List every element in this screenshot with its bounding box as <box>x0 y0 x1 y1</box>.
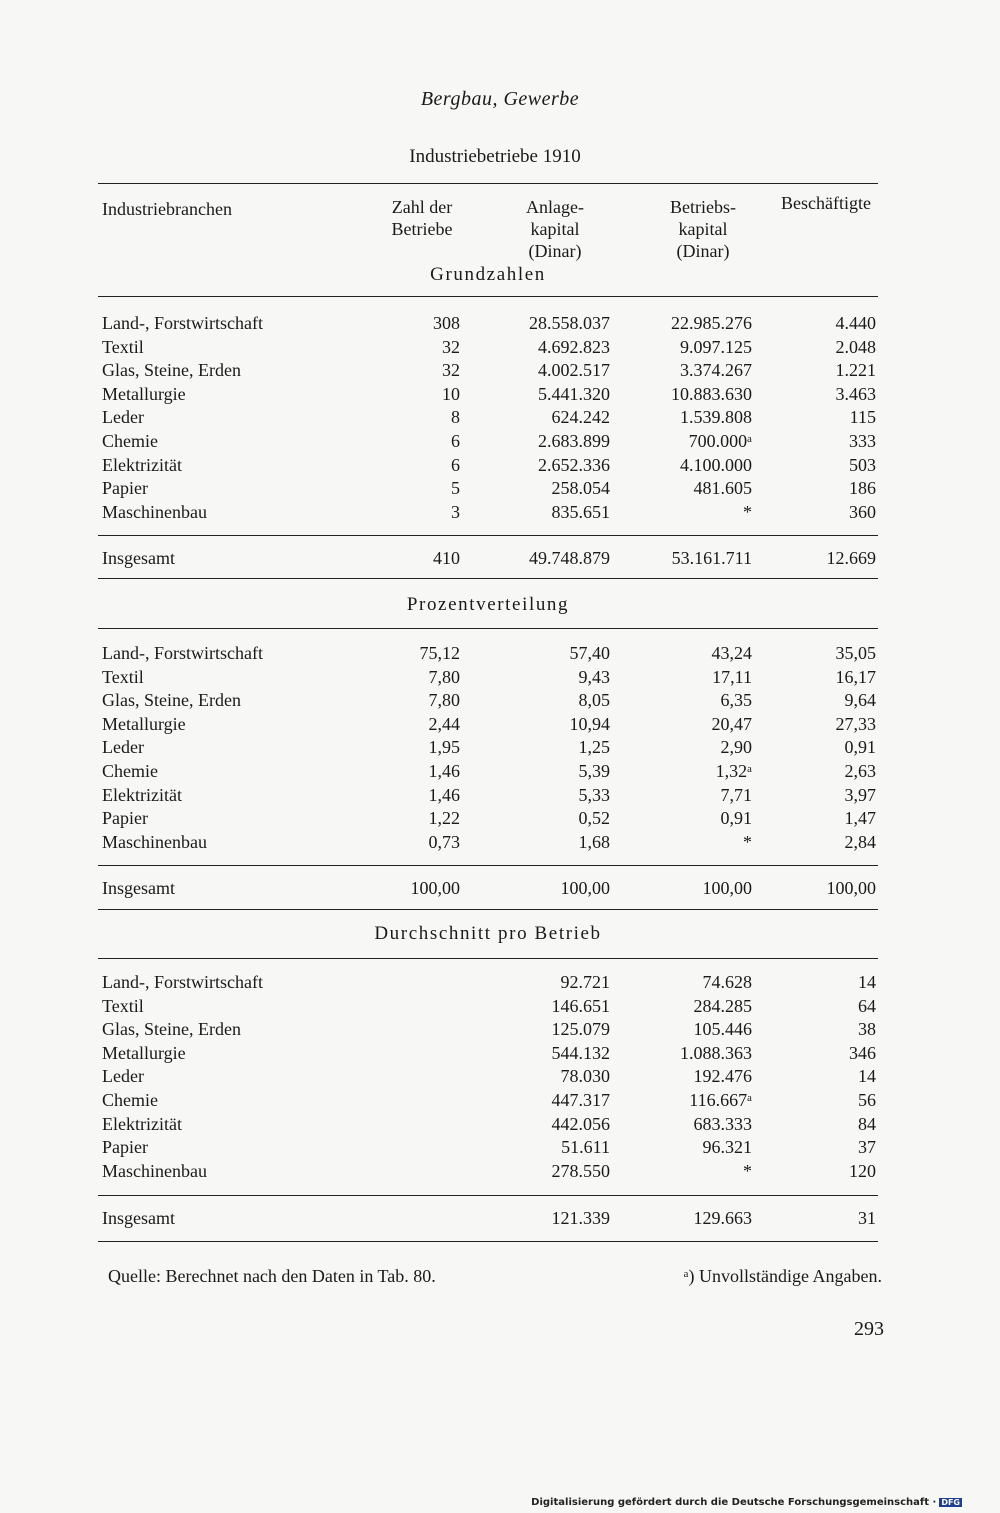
table-row <box>0 690 1000 714</box>
table-row <box>0 384 1000 408</box>
cell-anlagekapital: 5,33 <box>578 785 610 805</box>
section-label: Grundzahlen <box>430 264 546 285</box>
cell-anlagekapital: 121.339 <box>551 1208 610 1228</box>
cell-betriebe: 8 <box>451 407 460 427</box>
cell-beschaeftigte: 2.048 <box>835 337 876 357</box>
cell-branch: Insgesamt <box>102 548 175 568</box>
page-number: 293 <box>854 1318 884 1340</box>
cell-betriebe: 2,44 <box>428 714 460 734</box>
cell-betriebskapital: 1.539.808 <box>680 407 752 427</box>
cell-anlagekapital: 835.651 <box>551 502 610 522</box>
table-row <box>0 407 1000 431</box>
cell-beschaeftigte: 100,00 <box>826 878 876 898</box>
cell-beschaeftigte: 35,05 <box>835 643 876 663</box>
section-rule <box>98 628 878 629</box>
header-line: kapital <box>678 219 728 239</box>
cell-anlagekapital: 57,40 <box>569 643 610 663</box>
cell-beschaeftigte: 14 <box>858 972 876 992</box>
cell-beschaeftigte: 12.669 <box>826 548 876 568</box>
cell-anlagekapital: 2.652.336 <box>538 455 610 475</box>
cell-beschaeftigte: 3,97 <box>844 785 876 805</box>
section-end-rule <box>98 578 878 579</box>
section-rule <box>98 296 878 297</box>
cell-betriebe: 410 <box>433 548 460 568</box>
cell-anlagekapital: 125.079 <box>551 1019 610 1039</box>
cell-betriebe: 1,22 <box>428 808 460 828</box>
cell-betriebskapital: 74.628 <box>702 972 752 992</box>
total-rule <box>98 1195 878 1196</box>
cell-betriebe: 5 <box>451 478 460 498</box>
table-row <box>0 431 1000 455</box>
table-row <box>0 832 1000 856</box>
cell-betriebe: 3 <box>451 502 460 522</box>
cell-anlagekapital: 447.317 <box>551 1090 610 1110</box>
section-rule <box>98 958 878 959</box>
cell-anlagekapital: 2.683.899 <box>538 431 610 451</box>
cell-anlagekapital: 10,94 <box>569 714 610 734</box>
cell-branch: Metallurgie <box>102 714 186 734</box>
cell-anlagekapital: 5.441.320 <box>538 384 610 404</box>
cell-betriebskapital: 116.667ᵃ <box>689 1090 752 1110</box>
cell-branch: Papier <box>102 478 148 498</box>
cell-branch: Land-, Forstwirtschaft <box>102 972 263 992</box>
cell-beschaeftigte: 4.440 <box>835 313 876 333</box>
running-head: Bergbau, Gewerbe <box>420 88 580 110</box>
table-row <box>0 714 1000 738</box>
cell-branch: Elektrizität <box>102 785 182 805</box>
table-row <box>0 1114 1000 1138</box>
cell-beschaeftigte: 27,33 <box>835 714 876 734</box>
cell-branch: Metallurgie <box>102 384 186 404</box>
digitization-text: Digitalisierung gefördert durch die Deutsche Forschungsgemeinschaft · <box>531 1497 937 1508</box>
cell-beschaeftigte: 115 <box>849 407 876 427</box>
cell-beschaeftigte: 38 <box>858 1019 876 1039</box>
cell-branch: Metallurgie <box>102 1043 186 1063</box>
cell-betriebe: 6 <box>451 455 460 475</box>
cell-beschaeftigte: 120 <box>849 1161 876 1181</box>
cell-anlagekapital: 5,39 <box>578 761 610 781</box>
cell-beschaeftigte: 84 <box>858 1114 876 1134</box>
cell-betriebskapital: 0,91 <box>720 808 752 828</box>
cell-anlagekapital: 624.242 <box>551 407 610 427</box>
cell-betriebe: 7,80 <box>428 667 460 687</box>
cell-branch: Land-, Forstwirtschaft <box>102 643 263 663</box>
header-line: (Dinar) <box>676 241 730 261</box>
total-row <box>0 1208 1000 1232</box>
section-label: Durchschnitt pro Betrieb <box>374 923 602 944</box>
cell-betriebe: 7,80 <box>428 690 460 710</box>
cell-betriebskapital: 105.446 <box>693 1019 752 1039</box>
cell-beschaeftigte: 37 <box>858 1137 876 1157</box>
cell-betriebe: 1,46 <box>428 785 460 805</box>
total-rule <box>98 535 878 536</box>
cell-branch: Glas, Steine, Erden <box>102 690 241 710</box>
header-line: Zahl der <box>391 197 453 217</box>
table-row <box>0 313 1000 337</box>
cell-betriebskapital: 22.985.276 <box>671 313 752 333</box>
cell-anlagekapital: 146.651 <box>551 996 610 1016</box>
cell-beschaeftigte: 31 <box>858 1208 876 1228</box>
cell-branch: Chemie <box>102 761 158 781</box>
cell-branch: Maschinenbau <box>102 1161 207 1181</box>
header-anlagekapital <box>500 196 610 262</box>
cell-betriebskapital: 700.000ᵃ <box>688 431 752 451</box>
cell-betriebskapital: 3.374.267 <box>680 360 752 380</box>
cell-anlagekapital: 278.550 <box>551 1161 610 1181</box>
section-end-rule <box>98 909 878 910</box>
table-row <box>0 737 1000 761</box>
header-zahl-der-betriebe <box>372 196 472 240</box>
cell-anlagekapital: 1,25 <box>578 737 610 757</box>
dfg-logo-icon: DFG <box>941 1497 960 1507</box>
header-line: Anlage- <box>526 197 584 217</box>
cell-betriebskapital: 96.321 <box>702 1137 752 1157</box>
header-beschaeftigte: Beschäftigte <box>781 193 871 213</box>
table-row <box>0 360 1000 384</box>
table-row <box>0 1066 1000 1090</box>
table-row <box>0 761 1000 785</box>
cell-beschaeftigte: 9,64 <box>844 690 876 710</box>
cell-anlagekapital: 28.558.037 <box>529 313 610 333</box>
cell-betriebe: 75,12 <box>419 643 460 663</box>
cell-beschaeftigte: 503 <box>849 455 876 475</box>
cell-anlagekapital: 78.030 <box>560 1066 610 1086</box>
cell-betriebskapital: 284.285 <box>693 996 752 1016</box>
cell-betriebskapital: 129.663 <box>693 1208 752 1228</box>
cell-anlagekapital: 100,00 <box>560 878 610 898</box>
cell-beschaeftigte: 186 <box>849 478 876 498</box>
cell-beschaeftigte: 16,17 <box>835 667 876 687</box>
table-row <box>0 785 1000 809</box>
cell-beschaeftigte: 333 <box>849 431 876 451</box>
cell-beschaeftigte: 0,91 <box>844 737 876 757</box>
table-row <box>0 643 1000 667</box>
table-row <box>0 1161 1000 1185</box>
cell-beschaeftigte: 1,47 <box>844 808 876 828</box>
table-row <box>0 1137 1000 1161</box>
table-row <box>0 1090 1000 1114</box>
cell-anlagekapital: 0,52 <box>578 808 610 828</box>
cell-betriebskapital: 2,90 <box>720 737 752 757</box>
header-industriebranchen: Industriebranchen <box>102 199 232 219</box>
cell-anlagekapital: 544.132 <box>551 1043 610 1063</box>
cell-betriebskapital: 7,71 <box>720 785 752 805</box>
cell-betriebskapital: 17,11 <box>712 667 752 687</box>
cell-branch: Insgesamt <box>102 878 175 898</box>
cell-betriebskapital: 192.476 <box>693 1066 752 1086</box>
cell-betriebskapital: 481.605 <box>693 478 752 498</box>
cell-branch: Papier <box>102 1137 148 1157</box>
digitization-note <box>531 1497 962 1508</box>
cell-betriebe: 32 <box>442 360 460 380</box>
total-rule <box>98 865 878 866</box>
cell-beschaeftigte: 2,63 <box>844 761 876 781</box>
cell-branch: Leder <box>102 1066 144 1086</box>
table-row <box>0 478 1000 502</box>
cell-branch: Insgesamt <box>102 1208 175 1228</box>
cell-betriebe: 32 <box>442 337 460 357</box>
cell-branch: Papier <box>102 808 148 828</box>
cell-betriebskapital: 53.161.711 <box>671 548 752 568</box>
cell-betriebskapital: * <box>743 832 752 852</box>
cell-betriebskapital: 683.333 <box>693 1114 752 1134</box>
cell-betriebskapital: 6,35 <box>720 690 752 710</box>
header-line: kapital <box>530 219 580 239</box>
cell-beschaeftigte: 346 <box>849 1043 876 1063</box>
cell-branch: Land-, Forstwirtschaft <box>102 313 263 333</box>
footnote-a: ᵃ) Unvollständige Angaben. <box>683 1266 882 1286</box>
cell-anlagekapital: 9,43 <box>578 667 610 687</box>
cell-anlagekapital: 92.721 <box>560 972 610 992</box>
cell-betriebskapital: 100,00 <box>702 878 752 898</box>
cell-anlagekapital: 8,05 <box>578 690 610 710</box>
cell-branch: Textil <box>102 667 144 687</box>
cell-branch: Textil <box>102 337 144 357</box>
table-row <box>0 996 1000 1020</box>
cell-anlagekapital: 51.611 <box>561 1137 610 1157</box>
header-line: Betriebs- <box>670 197 736 217</box>
cell-anlagekapital: 4.002.517 <box>538 360 610 380</box>
cell-beschaeftigte: 3.463 <box>835 384 876 404</box>
cell-anlagekapital: 49.748.879 <box>529 548 610 568</box>
cell-branch: Textil <box>102 996 144 1016</box>
cell-beschaeftigte: 56 <box>858 1090 876 1110</box>
section-label: Prozentverteilung <box>406 594 570 615</box>
header-line: Betriebe <box>391 219 453 239</box>
cell-betriebe: 100,00 <box>410 878 460 898</box>
table-row <box>0 1043 1000 1067</box>
table-row <box>0 455 1000 479</box>
cell-betriebskapital: 20,47 <box>711 714 752 734</box>
cell-betriebskapital: 1.088.363 <box>680 1043 752 1063</box>
cell-betriebskapital: 9.097.125 <box>680 337 752 357</box>
cell-betriebe: 1,46 <box>428 761 460 781</box>
cell-anlagekapital: 442.056 <box>551 1114 610 1134</box>
source-note: Quelle: Berechnet nach den Daten in Tab. 80. <box>108 1266 436 1286</box>
cell-beschaeftigte: 14 <box>858 1066 876 1086</box>
cell-branch: Chemie <box>102 1090 158 1110</box>
cell-betriebe: 6 <box>451 431 460 451</box>
cell-branch: Glas, Steine, Erden <box>102 360 241 380</box>
cell-branch: Elektrizität <box>102 1114 182 1134</box>
cell-branch: Glas, Steine, Erden <box>102 1019 241 1039</box>
table-title: Industriebetriebe 1910 <box>409 146 581 167</box>
table-row <box>0 667 1000 691</box>
table-row <box>0 808 1000 832</box>
cell-branch: Chemie <box>102 431 158 451</box>
cell-branch: Maschinenbau <box>102 832 207 852</box>
table-row <box>0 1019 1000 1043</box>
cell-beschaeftigte: 64 <box>858 996 876 1016</box>
cell-branch: Maschinenbau <box>102 502 207 522</box>
cell-anlagekapital: 258.054 <box>551 478 610 498</box>
cell-betriebskapital: * <box>743 1161 752 1181</box>
cell-betriebe: 1,95 <box>428 737 460 757</box>
table-top-rule <box>98 183 878 184</box>
header-line: (Dinar) <box>528 241 582 261</box>
table-row <box>0 502 1000 526</box>
cell-anlagekapital: 1,68 <box>578 832 610 852</box>
cell-betriebskapital: 1,32ᵃ <box>715 761 752 781</box>
cell-beschaeftigte: 2,84 <box>844 832 876 852</box>
cell-beschaeftigte: 360 <box>849 502 876 522</box>
cell-betriebskapital: * <box>743 502 752 522</box>
cell-betriebe: 0,73 <box>428 832 460 852</box>
cell-beschaeftigte: 1.221 <box>835 360 876 380</box>
cell-branch: Leder <box>102 737 144 757</box>
table-row <box>0 972 1000 996</box>
cell-betriebskapital: 43,24 <box>711 643 752 663</box>
total-row <box>0 878 1000 902</box>
cell-branch: Leder <box>102 407 144 427</box>
cell-betriebskapital: 10.883.630 <box>671 384 752 404</box>
cell-betriebskapital: 4.100.000 <box>680 455 752 475</box>
cell-betriebe: 308 <box>433 313 460 333</box>
table-row <box>0 337 1000 361</box>
total-row <box>0 548 1000 572</box>
section-end-rule <box>98 1241 878 1242</box>
cell-branch: Elektrizität <box>102 455 182 475</box>
cell-betriebe: 10 <box>442 384 460 404</box>
cell-anlagekapital: 4.692.823 <box>538 337 610 357</box>
header-betriebskapital <box>648 196 758 262</box>
